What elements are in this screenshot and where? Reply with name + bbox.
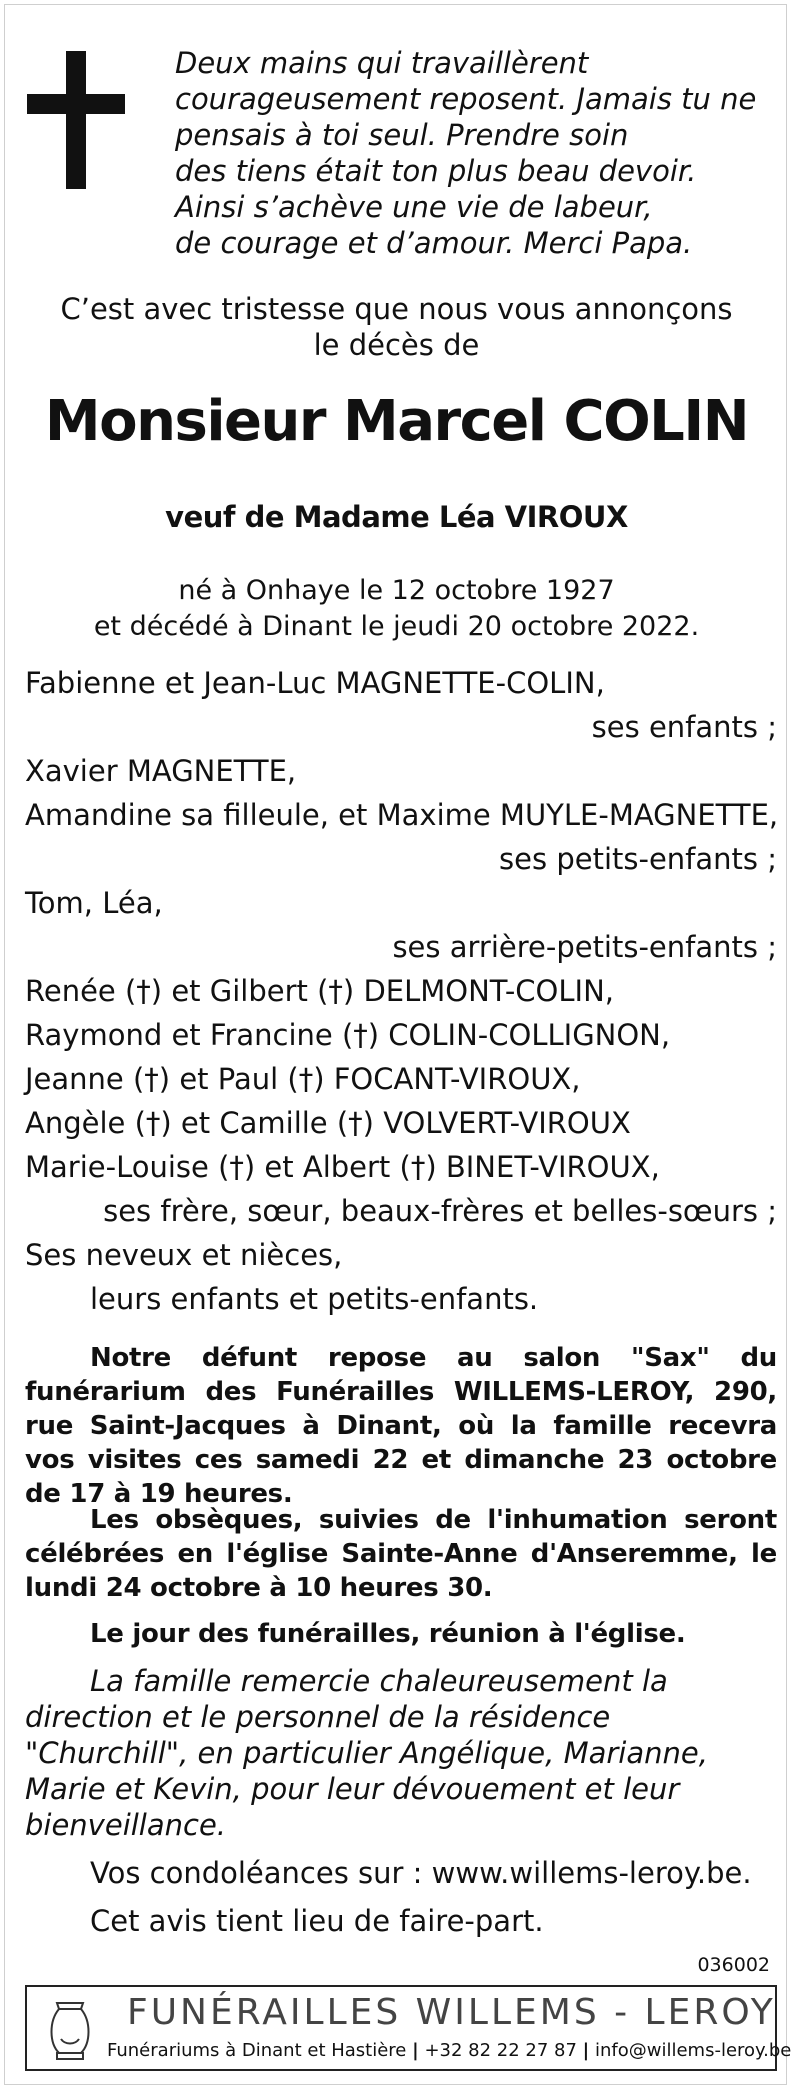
family-relation: ses arrière-petits-enfants ; xyxy=(392,930,777,964)
poem xyxy=(175,45,775,261)
family-line: Xavier MAGNETTE, xyxy=(25,754,297,788)
announcement-note: Cet avis tient lieu de faire-part. xyxy=(90,1904,544,1938)
urn-icon xyxy=(41,1999,99,2061)
rest-info-text: Notre défunt repose au salon "Sax" du funérarium des Funérailles WILLEMS-LEROY, 290, rue Saint-Jacques à Dinant, où la famille recevra vos visites ces samedi 22 et dimanche 23 octobre de 17 à 19 heures. xyxy=(25,1343,777,1509)
poem-line: Deux mains qui travaillèrent xyxy=(175,46,589,80)
deceased-name: Monsieur Marcel COLIN xyxy=(44,389,749,454)
thanks-line: La famille remercie chaleureusement la xyxy=(90,1664,668,1698)
funeral-info-paragraph xyxy=(25,1503,777,1605)
widow-of: veuf de Madame Léa VIROUX xyxy=(165,500,628,534)
poem-line: pensais à toi seul. Prendre soin xyxy=(175,118,629,152)
family-line: Raymond et Francine (†) COLIN-COLLIGNON, xyxy=(25,1018,671,1052)
funeral-home-banner xyxy=(25,1985,791,2071)
funeral-home-name: FUNÉRAILLES WILLEMS - LEROY xyxy=(127,1992,776,2033)
funeral-home-contact xyxy=(107,2039,791,2063)
announcement-intro xyxy=(5,291,788,363)
thanks-line: Marie et Kevin, pour leur dévouement et leur xyxy=(25,1772,680,1806)
family-line: Tom, Léa, xyxy=(25,886,163,920)
thanks-line: bienveillance. xyxy=(25,1808,227,1842)
condolences-line: Vos condoléances sur : www.willems-leroy.be. xyxy=(90,1856,752,1890)
funeral-info-text: Les obsèques, suivies de l'inhumation seront célébrées en l'église Sainte-Anne d'Anseremme, le lundi 24 octobre à 10 heures 30. xyxy=(25,1505,777,1603)
birth-line: né à Onhaye le 12 octobre 1927 xyxy=(178,575,615,606)
thanks-line: direction et le personnel de la résidence xyxy=(25,1700,611,1734)
family-line: Fabienne et Jean-Luc MAGNETTE-COLIN, xyxy=(25,666,605,700)
family-list xyxy=(25,661,777,1321)
family-line: leurs enfants et petits-enfants. xyxy=(90,1282,539,1316)
meeting-info-text: Le jour des funérailles, réunion à l'église. xyxy=(90,1619,686,1649)
family-line: Ses neveux et nièces, xyxy=(25,1238,343,1272)
poem-line: de courage et d’amour. Merci Papa. xyxy=(175,226,693,260)
thanks-paragraph xyxy=(25,1663,777,1843)
rest-info-paragraph xyxy=(25,1341,777,1511)
separator: | xyxy=(412,2040,419,2061)
family-relation: ses enfants ; xyxy=(591,710,777,744)
family-relation: ses petits-enfants ; xyxy=(499,842,777,876)
thanks-line: "Churchill", en particulier Angélique, Marianne, xyxy=(25,1736,708,1770)
phone-text: +32 82 22 27 87 xyxy=(424,2040,577,2061)
death-line: et décédé à Dinant le jeudi 20 octobre 2022. xyxy=(93,611,700,642)
meeting-info-paragraph xyxy=(25,1617,777,1651)
family-line: Renée (†) et Gilbert (†) DELMONT-COLIN, xyxy=(25,974,615,1008)
poem-line: des tiens était ton plus beau devoir. xyxy=(175,154,697,188)
family-relation: ses frère, sœur, beaux-frères et belles-sœurs ; xyxy=(103,1194,777,1228)
family-line: Marie-Louise (†) et Albert (†) BINET-VIROUX, xyxy=(25,1150,660,1184)
intro-line: le décès de xyxy=(313,328,480,362)
family-line: Jeanne (†) et Paul (†) FOCANT-VIROUX, xyxy=(25,1062,581,1096)
obituary-notice xyxy=(4,4,791,2085)
email-text: info@willems-leroy.be xyxy=(594,2040,791,2061)
family-line: Angèle (†) et Camille (†) VOLVERT-VIROUX xyxy=(25,1106,631,1140)
locations-text: Funérariums à Dinant et Hastière xyxy=(107,2040,407,2061)
family-line: Amandine sa filleule, et Maxime MUYLE-MAGNETTE, xyxy=(25,798,779,832)
birth-death-dates xyxy=(5,573,788,645)
separator: | xyxy=(582,2040,590,2061)
poem-line: Ainsi s’achève une vie de labeur, xyxy=(175,190,653,224)
reference-number: 036002 xyxy=(697,1954,770,1976)
intro-line: C’est avec tristesse que nous vous annonçons xyxy=(60,292,733,326)
poem-line: courageusement reposent. Jamais tu ne xyxy=(175,82,757,116)
cross-icon xyxy=(27,51,125,189)
